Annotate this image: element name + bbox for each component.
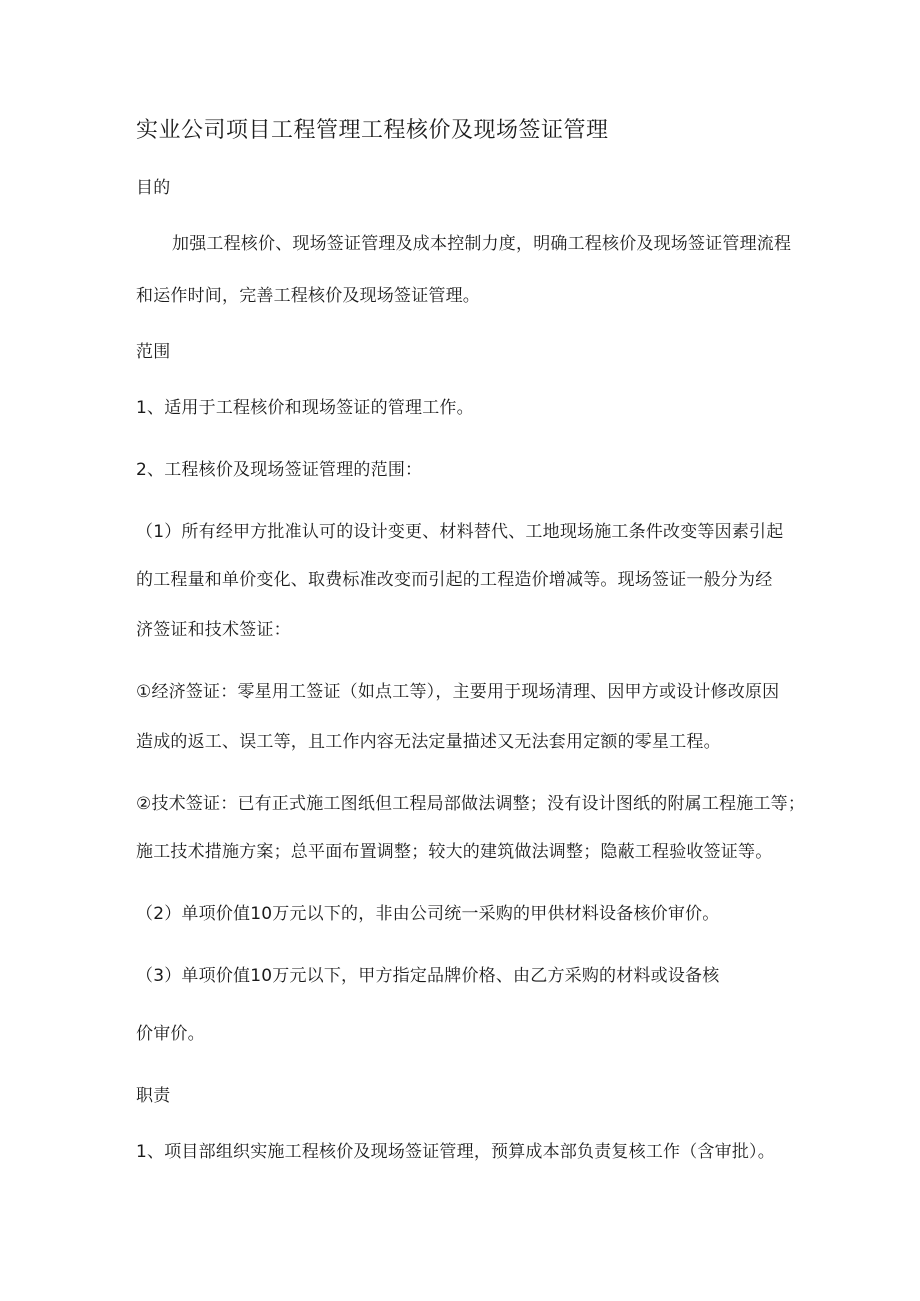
scope-sub1-line-1: （1）所有经甲方批准认可的设计变更、材料替代、工地现场施工条件改变等因素引起 (136, 522, 784, 542)
economic-visa-line-1: ①经济签证：零星用工签证（如点工等），主要用于现场清理、因甲方或设计修改原因 (136, 682, 780, 702)
purpose-paragraph-line-2: 和运作时间，完善工程核价及现场签证管理。 (136, 286, 480, 306)
scope-sub3-line-2: 价审价。 (136, 1024, 205, 1044)
economic-visa-line-2: 造成的返工、误工等，且工作内容无法定量描述又无法套用定额的零星工程。 (136, 732, 721, 752)
technical-visa-line-1: ②技术签证：已有正式施工图纸但工程局部做法调整；没有设计图纸的附属工程施工等； (136, 794, 806, 814)
section-heading-purpose: 目的 (136, 178, 171, 198)
scope-sub1-line-2: 的工程量和单价变化、取费标准改变而引起的工程造价增减等。现场签证一般分为经 (136, 570, 773, 590)
duties-item-1: 1、项目部组织实施工程核价及现场签证管理，预算成本部负责复核工作（含审批）。 (136, 1142, 775, 1162)
scope-sub1-line-3: 济签证和技术签证： (136, 620, 291, 640)
technical-visa-line-2: 施工技术措施方案；总平面布置调整；较大的建筑做法调整；隐蔽工程验收签证等。 (136, 842, 773, 862)
section-heading-scope: 范围 (136, 342, 171, 362)
scope-sub2: （2）单项价值10万元以下的，非由公司统一采购的甲供材料设备核价审价。 (136, 904, 720, 924)
scope-item-2: 2、工程核价及现场签证管理的范围： (136, 460, 423, 480)
purpose-paragraph-line-1: 加强工程核价、现场签证管理及成本控制力度，明确工程核价及现场签证管理流程 (172, 234, 792, 254)
section-heading-duties: 职责 (136, 1086, 171, 1106)
scope-item-1: 1、适用于工程核价和现场签证的管理工作。 (136, 398, 474, 418)
scope-sub3-line-1: （3）单项价值10万元以下，甲方指定品牌价格、由乙方采购的材料或设备核 (136, 966, 720, 986)
document-title: 实业公司项目工程管理工程核价及现场签证管理 (136, 118, 609, 143)
